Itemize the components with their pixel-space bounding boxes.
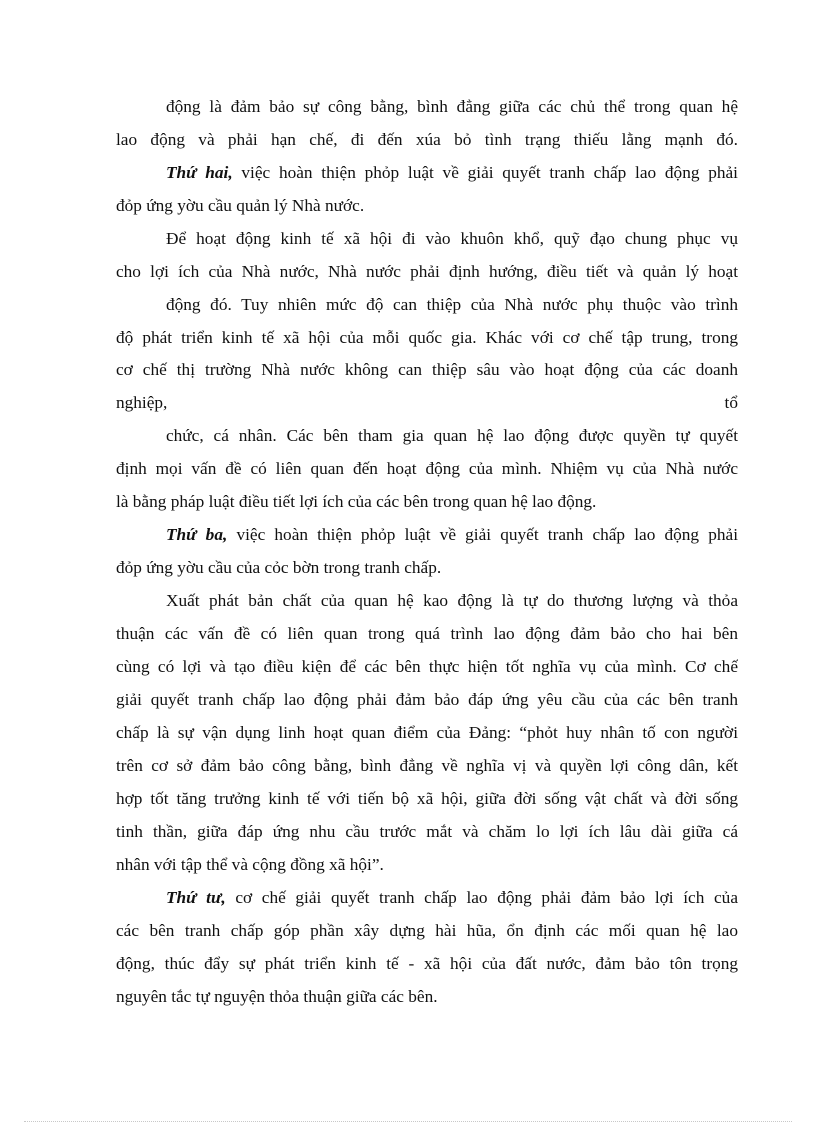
paragraph-line: cơ chế thị trường Nhà nước không can thiệp sâu vào hoạt động của các doanh (116, 360, 738, 379)
paragraph-line: thuận các vấn đề có liên quan trong quá trình lao động đảm bảo cho hai bên (116, 624, 738, 643)
section-lead: Thứ tư, (166, 888, 226, 907)
paragraph-line: động là đảm bảo sự công bằng, bình đẳng giữa các chủ thể trong quan hệ (166, 97, 738, 116)
paragraph-line: động đó. Tuy nhiên mức độ can thiệp của Nhà nước phụ thuộc vào trình (166, 295, 738, 314)
paragraph-line: định mọi vấn đề có liên quan đến hoạt động của mình. Nhiệm vụ của Nhà nước (116, 459, 738, 478)
paragraph-line: nguyên tắc tự nguyện thỏa thuận giữa các bên. (116, 987, 438, 1006)
paragraph-line: Thứ tư, cơ chế giải quyết tranh chấp lao động phải đảm bảo lợi ích của (166, 888, 738, 907)
paragraph-line: chức, cá nhân. Các bên tham gia quan hệ lao động được quyền tự quyết (166, 426, 738, 445)
paragraph-line: tinh thần, giữa đáp ứng nhu cầu trước mắt và chăm lo lợi ích lâu dài giữa cá (116, 822, 738, 841)
paragraph-line: là bằng pháp luật điều tiết lợi ích của các bên trong quan hệ lao động. (116, 492, 597, 511)
paragraph-line: Để hoạt động kinh tế xã hội đi vào khuôn khổ, quỹ đạo chung phục vụ (166, 229, 738, 248)
paragraph-line: Xuất phát bản chất của quan hệ kao động là tự do thương lượng và thỏa (166, 591, 738, 610)
page-bottom-rule (24, 1121, 792, 1122)
paragraph-line: nhân với tập thể và cộng đồng xã hội”. (116, 855, 384, 874)
paragraph-line: cho lợi ích của Nhà nước, Nhà nước phải định hướng, điều tiết và quản lý hoạt (116, 262, 738, 281)
paragraph-line: Thứ ba, việc hoàn thiện phỏp luật về giải quyết tranh chấp lao động phải (166, 525, 738, 544)
paragraph-line: độ phát triển kinh tế xã hội của mỗi quốc gia. Khác với cơ chế tập trung, trong (116, 328, 738, 347)
section-lead: Thứ ba, (166, 525, 228, 544)
paragraph-line: đỏp ứng yờu cầu của cỏc bờn trong tranh chấp. (116, 558, 442, 577)
paragraph-line: chấp là sự vận dụng linh hoạt quan điểm của Đảng: “phỏt huy nhân tố con người (116, 723, 738, 742)
paragraph-line: lao động và phải hạn chế, đi đến xúa bỏ tình trạng thiếu lằng mạnh đó. (116, 130, 738, 149)
paragraph-line: nghiệp, tổ (116, 393, 738, 412)
paragraph-line: động, thúc đẩy sự phát triển kinh tế - xã hội của đất nước, đảm bảo tôn trọng (116, 954, 738, 973)
paragraph-line: cùng có lợi và tạo điều kiện để các bên thực hiện tốt nghĩa vụ của mình. Cơ chế (116, 657, 738, 676)
paragraph-line: hợp tốt tăng trưởng kinh tế với tiến bộ xã hội, giữa đời sống vật chất và đời sống (116, 789, 738, 808)
section-lead: Thứ hai, (166, 163, 233, 182)
paragraph-line: đỏp ứng yờu cầu quản lý Nhà nước. (116, 196, 365, 215)
paragraph-line: giải quyết tranh chấp lao động phải đảm bảo đáp ứng yêu cầu của các bên tranh (116, 690, 738, 709)
paragraph-line: các bên tranh chấp góp phần xây dựng hài hũa, ổn định các mối quan hệ lao (116, 921, 738, 940)
paragraph-line: trên cơ sở đảm bảo công bằng, bình đẳng về nghĩa vị và quyền lợi công dân, kết (116, 756, 738, 775)
paragraph-line: Thứ hai, việc hoàn thiện phỏp luật về giải quyết tranh chấp lao động phải (166, 163, 738, 182)
